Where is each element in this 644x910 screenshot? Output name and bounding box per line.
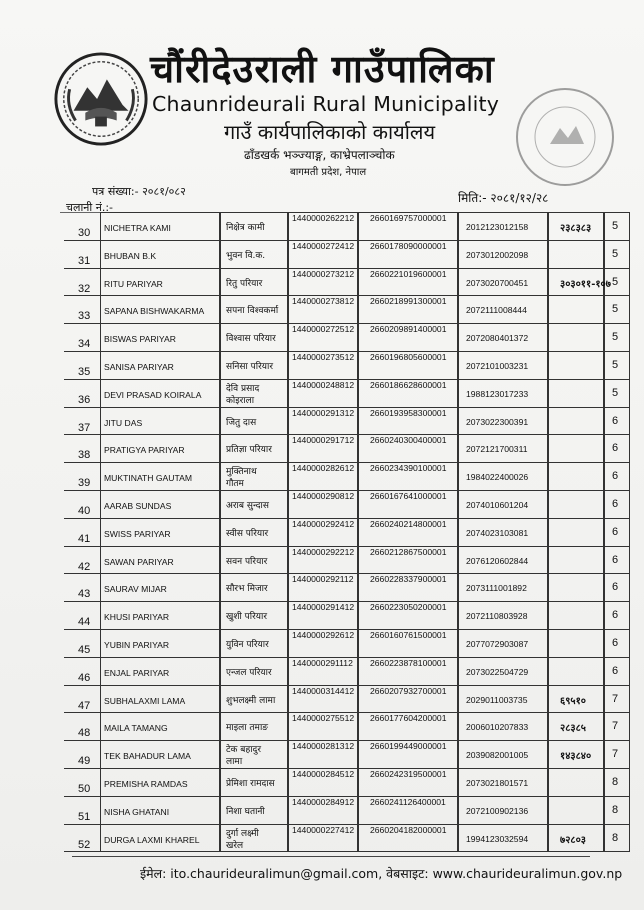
name-english: SAWAN PARIYAR [104, 556, 174, 567]
nepal-emblem-logo [52, 50, 150, 148]
serial-number: 46 [78, 671, 91, 684]
id-number-2: 2660177604200001 [370, 713, 447, 724]
name-english: AARAB SUNDAS [104, 501, 172, 511]
serial-number: 50 [78, 783, 91, 795]
id-number-1: 1440000273812 [292, 296, 355, 307]
name-english: MAILA TAMANG [104, 723, 168, 734]
handwritten-number: ३०३०११-१०७ [560, 278, 611, 290]
id-number-2: 2660223878100001 [370, 657, 447, 668]
id-number-1: 1440000291712 [292, 435, 355, 446]
id-number-2: 2660212867500001 [370, 546, 447, 557]
row-cell-extra [548, 768, 604, 797]
id-number-2: 2660240300400001 [370, 435, 447, 446]
id-number-1: 1440000314412 [292, 685, 355, 696]
id-number-3: 2072111008444 [466, 305, 527, 316]
name-nepali: शुभलक्ष्मी लामा [226, 695, 276, 706]
row-cell-extra [548, 295, 604, 324]
id-number-2: 2660234390100001 [370, 463, 447, 474]
row-cell-extra [548, 434, 604, 463]
name-english: TEK BAHADUR LAMA [104, 751, 191, 762]
id-number-3: 2039082001005 [466, 750, 529, 761]
id-number-1: 1440000292612 [292, 630, 355, 640]
id-number-1: 1440000292112 [292, 574, 354, 585]
id-number-2: 2660167641000001 [370, 491, 447, 501]
municipality-round-stamp [510, 82, 620, 192]
group-number: 6 [612, 470, 619, 483]
id-number-3: 2006010207833 [466, 722, 529, 733]
serial-number: 47 [78, 699, 91, 712]
group-number: 6 [612, 664, 619, 677]
name-english: ENJAL PARIYAR [104, 667, 170, 678]
id-number-3: 2072101003231 [466, 361, 529, 371]
id-number-3: 2077072903087 [466, 639, 529, 649]
id-number-1: 1440000273212 [292, 268, 355, 279]
id-number-3: 2074023103081 [466, 527, 529, 538]
handwritten-number: ७२८०३ [560, 834, 586, 846]
group-number: 5 [612, 331, 619, 344]
group-number: 5 [612, 303, 619, 316]
name-nepali-line2: कोइराला [226, 395, 255, 406]
office-name: गाउँ कार्यपालिकाको कार्यालय [224, 120, 436, 144]
group-number: 5 [612, 220, 619, 232]
name-english: SWISS PARIYAR [104, 528, 171, 539]
serial-number: 43 [78, 588, 91, 601]
name-nepali-line2: गौतम [226, 479, 244, 490]
row-cell-extra [548, 240, 604, 269]
row-cell-extra [548, 518, 604, 547]
id-number-3: 1994123032594 [466, 833, 529, 844]
row-cell-extra [548, 351, 604, 380]
name-nepali: देवि प्रसाद [226, 383, 260, 394]
id-number-2: 2660199449000001 [370, 741, 447, 752]
name-english: PREMISHA RAMDAS [104, 779, 188, 789]
id-number-3: 1984022400026 [466, 472, 529, 483]
office-address: ढाँडखर्क भञ्ज्याङ्ग, काभ्रेपलाञ्चोक [244, 148, 395, 162]
footer-divider [72, 856, 590, 857]
name-english: DEVI PRASAD KOIRALA [104, 389, 202, 400]
id-number-1: 1440000273512 [292, 352, 355, 362]
name-english: RITU PARIYAR [104, 278, 163, 289]
id-number-1: 1440000291412 [292, 602, 355, 613]
name-nepali: जितु दास [226, 417, 257, 428]
group-number: 5 [612, 386, 619, 399]
id-number-2: 2660204182000001 [370, 824, 447, 835]
id-number-1: 1440000281312 [292, 741, 355, 752]
group-number: 6 [612, 498, 619, 510]
name-nepali: दुर्गा लक्ष्मी [226, 828, 259, 839]
name-nepali: सौरभ मिजार [226, 584, 268, 595]
name-english: BHUBAN B.K [104, 250, 157, 261]
id-number-2: 2660228337900001 [370, 574, 447, 585]
id-number-3: 2073022504729 [466, 666, 529, 677]
group-number: 7 [612, 748, 619, 761]
name-nepali: सपना विश्वकर्मा [226, 306, 279, 317]
id-number-2: 2660209891400001 [370, 324, 447, 335]
name-nepali-line2: खरेल [226, 840, 244, 851]
id-number-3: 2076120602844 [466, 555, 529, 566]
serial-number: 42 [78, 560, 91, 573]
name-nepali: प्रेमिशा रामदास [226, 779, 275, 789]
id-number-1: 1440000292212 [292, 546, 355, 557]
name-english: SAPANA BISHWAKARMA [104, 306, 205, 317]
serial-number: 34 [78, 338, 91, 351]
group-number: 5 [612, 247, 619, 260]
name-nepali: टेक बहादुर [226, 745, 262, 756]
id-number-2: 2660242319500001 [370, 769, 447, 779]
name-nepali: स्वीस परियार [226, 528, 269, 539]
name-english: MUKTINATH GAUTAM [104, 473, 193, 484]
id-number-3: 2072110803928 [466, 611, 528, 622]
name-nepali: निक्षेत्र कामी [226, 223, 265, 233]
row-cell-extra [548, 407, 604, 436]
id-number-2: 2660178090000001 [370, 240, 447, 251]
name-english: NISHA GHATANI [104, 806, 170, 817]
name-english: SANISA PARIYAR [104, 362, 174, 372]
serial-number: 49 [78, 755, 91, 768]
office-province: बागमती प्रदेश, नेपाल [290, 167, 367, 178]
id-number-3: 1988123017233 [466, 388, 529, 399]
row-cell-extra [548, 601, 604, 630]
id-number-1: 1440000282612 [292, 463, 355, 474]
name-english: YUBIN PARIYAR [104, 640, 170, 650]
id-number-3: 2029011003735 [466, 694, 528, 705]
row-cell-extra [548, 629, 604, 658]
serial-number: 36 [78, 393, 91, 406]
group-number: 6 [612, 581, 619, 594]
serial-number: 35 [78, 366, 91, 378]
serial-number: 39 [78, 477, 91, 490]
handwritten-number: २८३८५ [560, 723, 586, 735]
name-nepali: खुशी परियार [226, 612, 268, 623]
group-number: 6 [612, 442, 619, 455]
id-number-2: 2660160761500001 [370, 630, 447, 640]
id-number-3: 2073021801571 [466, 778, 529, 788]
name-english: SUBHALAXMI LAMA [104, 695, 186, 706]
municipality-title-nepali: चौंरीदेउराली गाउँपालिका [150, 47, 495, 91]
name-english: NICHETRA KAMI [104, 223, 171, 233]
id-number-1: 1440000272512 [292, 324, 355, 335]
id-number-1: 1440000292412 [292, 518, 355, 529]
serial-number: 40 [78, 505, 91, 517]
footer-contact: ईमेल: ito.chaurideurali​mun@gmail.com, वेबसाइट: www.chaurideuralimun.gov.np [140, 866, 623, 881]
id-number-2: 2660196805600001 [370, 352, 447, 362]
group-number: 6 [612, 525, 619, 538]
id-number-1: 1440000291312 [292, 407, 355, 418]
row-cell-extra [548, 796, 604, 825]
name-nepali-line2: लामा [226, 757, 243, 768]
serial-number: 30 [78, 227, 91, 239]
serial-number: 52 [78, 838, 91, 851]
row-cell-extra [548, 379, 604, 408]
reference-number: पत्र संख्या:- २०८१/०८२ [92, 185, 186, 198]
group-number: 8 [612, 803, 619, 816]
id-number-2: 2660240214800001 [370, 518, 447, 529]
group-number: 8 [612, 831, 619, 844]
name-nepali: सनिसा परियार [226, 362, 274, 372]
group-number: 6 [612, 553, 619, 566]
group-number: 5 [612, 275, 619, 288]
id-number-1: 1440000227412 [292, 824, 355, 835]
name-nepali: अराब सुन्दास [226, 501, 269, 511]
handwritten-number: २३८३८३ [560, 223, 592, 234]
group-number: 6 [612, 414, 619, 427]
name-nepali: निशा घतानी [226, 806, 265, 817]
id-number-3: 2073020700451 [466, 277, 529, 288]
id-number-3: 2073012002098 [466, 249, 529, 260]
name-english: BISWAS PARIYAR [104, 334, 176, 345]
id-number-3: 2073022300391 [466, 416, 529, 427]
group-number: 8 [612, 776, 619, 788]
serial-number: 45 [78, 644, 91, 656]
id-number-3: 2072121700311 [466, 444, 528, 455]
id-number-3: 2072080401372 [466, 333, 529, 344]
name-english: SAURAV MIJAR [104, 584, 167, 595]
id-number-1: 1440000248812 [292, 379, 355, 390]
id-number-2: 2660221019600001 [370, 268, 447, 279]
serial-number: 33 [78, 310, 91, 323]
name-nepali: रितु परियार [226, 278, 263, 289]
id-number-2: 2660241126400001 [370, 796, 446, 807]
id-number-2: 2660223050200001 [370, 602, 447, 613]
row-cell-extra [548, 323, 604, 352]
id-number-3: 2072100902136 [466, 805, 529, 816]
id-number-2: 2660169757000001 [370, 213, 447, 223]
handwritten-number: ६९५१० [560, 695, 586, 707]
id-number-1: 1440000272412 [292, 240, 355, 251]
id-number-3: 2074010601204 [466, 500, 529, 510]
group-number: 7 [612, 692, 619, 705]
name-nepali: माइला तमाङ [226, 723, 269, 734]
id-number-2: 2660218991300001 [370, 296, 447, 307]
id-number-3: 2073111001892 [466, 583, 527, 594]
id-number-1: 1440000290812 [292, 491, 355, 501]
name-nepali: एन्जल परियार [226, 667, 272, 678]
name-nepali: विश्वास परियार [226, 334, 276, 345]
name-nepali: भुवन वि.क. [226, 250, 266, 261]
id-number-2: 2660193958300001 [370, 407, 447, 418]
serial-number: 32 [78, 282, 91, 295]
group-number: 6 [612, 637, 619, 649]
row-cell-extra [548, 490, 604, 519]
id-number-3: 2012123012158 [466, 222, 529, 232]
id-number-2: 2660186628600001 [370, 379, 447, 390]
serial-number: 44 [78, 616, 91, 629]
serial-number: 31 [78, 254, 91, 267]
name-nepali: सवन परियार [226, 556, 268, 567]
row-cell-extra [548, 657, 604, 686]
name-nepali: युविन परियार [226, 640, 269, 650]
id-number-1: 1440000262212 [292, 213, 355, 223]
name-nepali: मुक्तिनाथ [226, 467, 257, 478]
id-number-1: 1440000284512 [292, 769, 355, 779]
name-english: JITU DAS [104, 417, 143, 428]
id-number-1: 1440000291112 [292, 657, 353, 668]
name-english: DURGA LAXMI KHAREL [104, 834, 200, 845]
dispatch-number: चलानी नं.:- [66, 201, 114, 214]
municipality-title-english: Chaunrideurali Rural Municipality [152, 92, 500, 116]
letter-date: मिति:- २०८१/१२/२८ [458, 191, 549, 205]
name-english: KHUSI PARIYAR [104, 612, 170, 623]
row-cell-extra [548, 462, 604, 491]
id-number-1: 1440000275512 [292, 713, 355, 724]
group-number: 7 [612, 720, 619, 733]
group-number: 5 [612, 359, 619, 371]
group-number: 6 [612, 609, 619, 622]
name-english: PRATIGYA PARIYAR [104, 445, 185, 456]
id-number-1: 1440000284912 [292, 796, 355, 807]
serial-number: 37 [78, 421, 91, 434]
serial-number: 38 [78, 449, 91, 462]
serial-number: 51 [78, 810, 91, 823]
serial-number: 48 [78, 727, 91, 740]
id-number-2: 2660207932700001 [370, 685, 447, 696]
row-cell-extra [548, 573, 604, 602]
handwritten-number: १४३८४० [560, 751, 592, 763]
serial-number: 41 [78, 532, 91, 545]
row-cell-extra [548, 546, 604, 575]
name-nepali: प्रतिज्ञा परियार [226, 445, 272, 456]
